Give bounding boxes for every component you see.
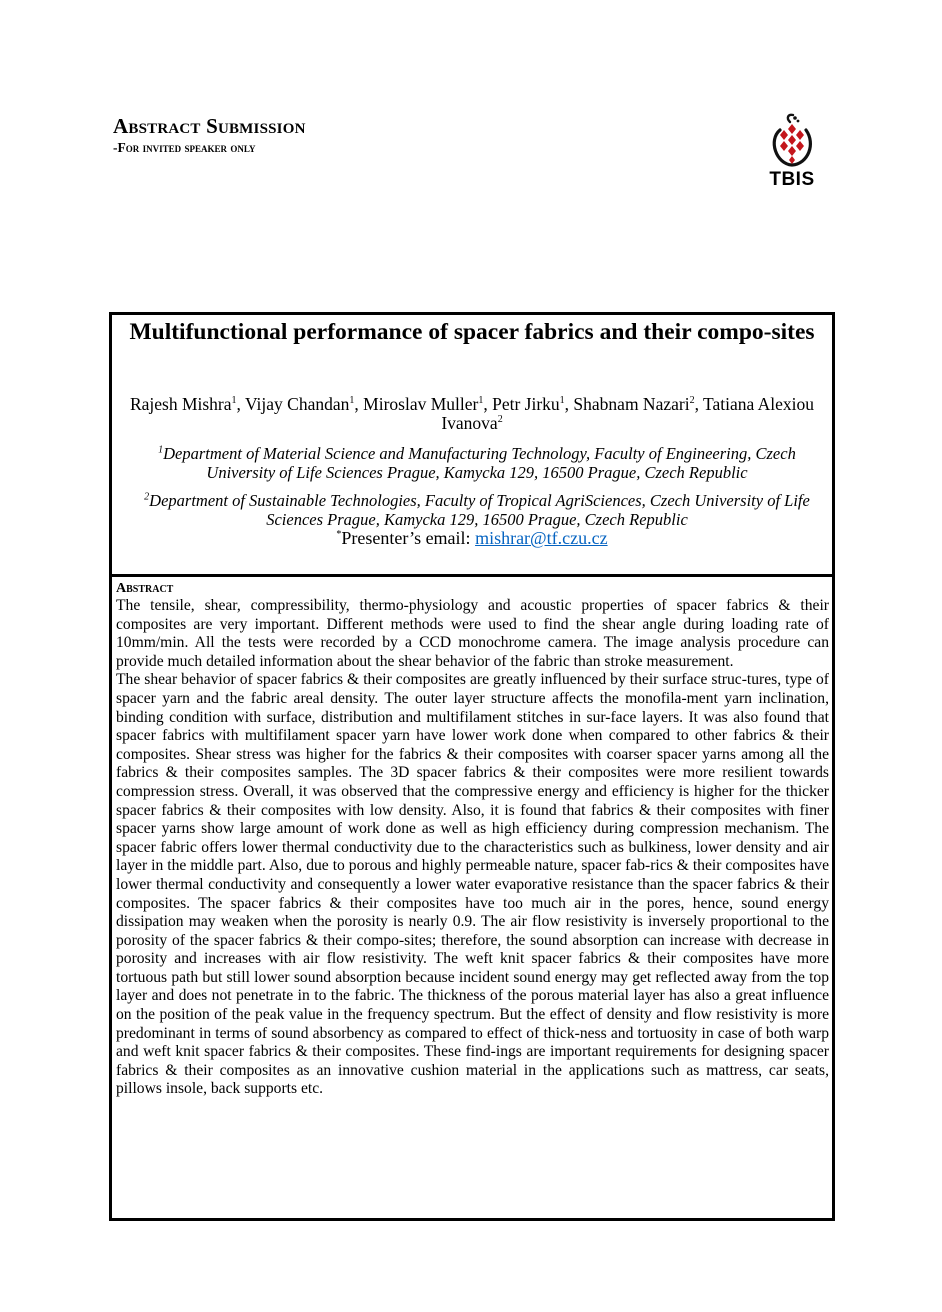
abstract-heading: Abstract	[116, 581, 174, 596]
presenter-email-line	[112, 528, 832, 548]
submission-subtitle: -For invited speaker only	[113, 140, 256, 155]
author-affiliation-marker: 1	[478, 395, 484, 407]
abstract-paragraph-1: The tensile, shear, compressibility, thermo-physiology and acoustic properties of spacer fabrics & their composites are very important. Different methods were used to find the shear angle during loading rate of 10mm/min. All the tests were recorded by a CCD monochrome camera. The image analysis procedure can provide much detailed information about the shear behavior of the fabric than stroke measurement.	[116, 597, 829, 670]
author-name: Vijay Chandan	[244, 394, 350, 414]
author-affiliation-marker: 1	[349, 395, 355, 407]
author-separator: ,	[483, 394, 493, 414]
affiliation-2-text: Department of Sustainable Technologies, Faculty of Tropical AgriSciences, Czech University of Life Sciences Prague, Kamycka 129, 16500 Prague, Czech Republic	[149, 491, 810, 529]
author-separator: ,	[694, 394, 703, 414]
author-name: Shabnam Nazari	[573, 394, 690, 414]
author-list	[116, 395, 828, 433]
tbis-emblem-icon	[762, 112, 822, 170]
abstract-paragraph-2: The shear behavior of spacer fabrics & their composites are greatly influenced by their surface struc-tures, type of spacer yarn and the fabric areal density. The outer layer structure affects the monofila-ment yarn inclination, binding condition with surface, distribution and multifilament stitches in sur-face layers. It was also found that spacer fabrics with multifilament spacer yarn have lower work done when compared to other fabrics & their composites. Shear stress was higher for the fabrics & their composites with coarser spacer yarns among all the fabrics & their composites samples. The 3D spacer fabrics & their composites were more resilient towards compression stress. Overall, it was observed that the compressive energy and efficiency is higher for the thicker spacer fabrics & their composites with low density. Also, it is found that fabrics & their composites with finer spacer yarns show large amount of work done as well as high efficiency during compression mechanism. The spacer fabric offers lower thermal conductivity due to the characteristics such as bulkiness, lower density and air layer in the middle part. Also, due to porous and highly permeable nature, spacer fab-rics & their composites have lower thermal conductivity and consequently a lower water evaporative resistance than the spacer fabrics & their composites. The spacer fabrics & their composites have too much air in the pores, hence, sound energy dissipation may weaken when the porosity is nearly 0.9. The air flow resistivity is inversely proportional to the porosity of the spacer fabrics & their compo-sites; therefore, the sound absorption can increase with decrease in porosity and increases with air flow resistivity. The weft knit spacer fabrics & their composites have more tortuous path but still lower sound absorption because incident sound energy may get reflected away from the top layer and does not penetrate in to the fabric. The thickness of the porous material layer has also a great influence on the position of the peak value in the frequency spectrum. But the effect of density and flow resistivity is more predominant in terms of sound absorbency as compared to effect of thick-ness and tortuosity in case of both warp and weft knit spacer fabrics & their composites. These find-ings are important requirements for designing spacer fabrics & their composites as an innovative cushion material in the applications such as mattress, car seats, pillows insole, back supports etc.	[116, 671, 829, 1098]
abstract-block	[109, 574, 835, 1221]
logo-text: TBIS	[769, 169, 815, 190]
presenter-label: Presenter’s email:	[341, 528, 476, 548]
author-separator: ,	[354, 394, 364, 414]
author-affiliation-marker: 2	[497, 414, 503, 426]
author-separator: ,	[236, 394, 245, 414]
submission-title: Abstract Submission	[113, 114, 306, 138]
affiliation-1	[126, 444, 828, 482]
affiliation-1-marker: 1	[158, 444, 164, 456]
document-header	[113, 113, 306, 156]
affiliation-2-marker: 2	[144, 491, 150, 503]
title-block	[109, 312, 835, 577]
affiliation-2	[126, 491, 828, 529]
author-affiliation-marker: 1	[231, 395, 237, 407]
author-name: Tatiana Alexiou Ivanova	[441, 394, 815, 433]
affiliation-1-text: Department of Material Science and Manufacturing Technology, Faculty of Engineering, Czech University of Life Sciences Prague, Kamycka 129, 16500 Prague, Czech Republic	[163, 444, 796, 482]
author-name: Miroslav Muller	[363, 394, 479, 414]
paper-title: Multifunctional performance of spacer fabrics and their compo-sites	[129, 319, 815, 345]
presenter-marker: *	[336, 529, 342, 540]
author-name: Rajesh Mishra	[129, 394, 232, 414]
author-separator: ,	[564, 394, 574, 414]
author-affiliation-marker: 1	[559, 395, 565, 407]
tbis-logo	[762, 112, 822, 192]
author-name: Petr Jirku	[492, 394, 560, 414]
author-affiliation-marker: 2	[689, 395, 695, 407]
abstract-body	[116, 597, 829, 1099]
presenter-email-link[interactable]: mishrar@tf.czu.cz	[475, 528, 608, 548]
